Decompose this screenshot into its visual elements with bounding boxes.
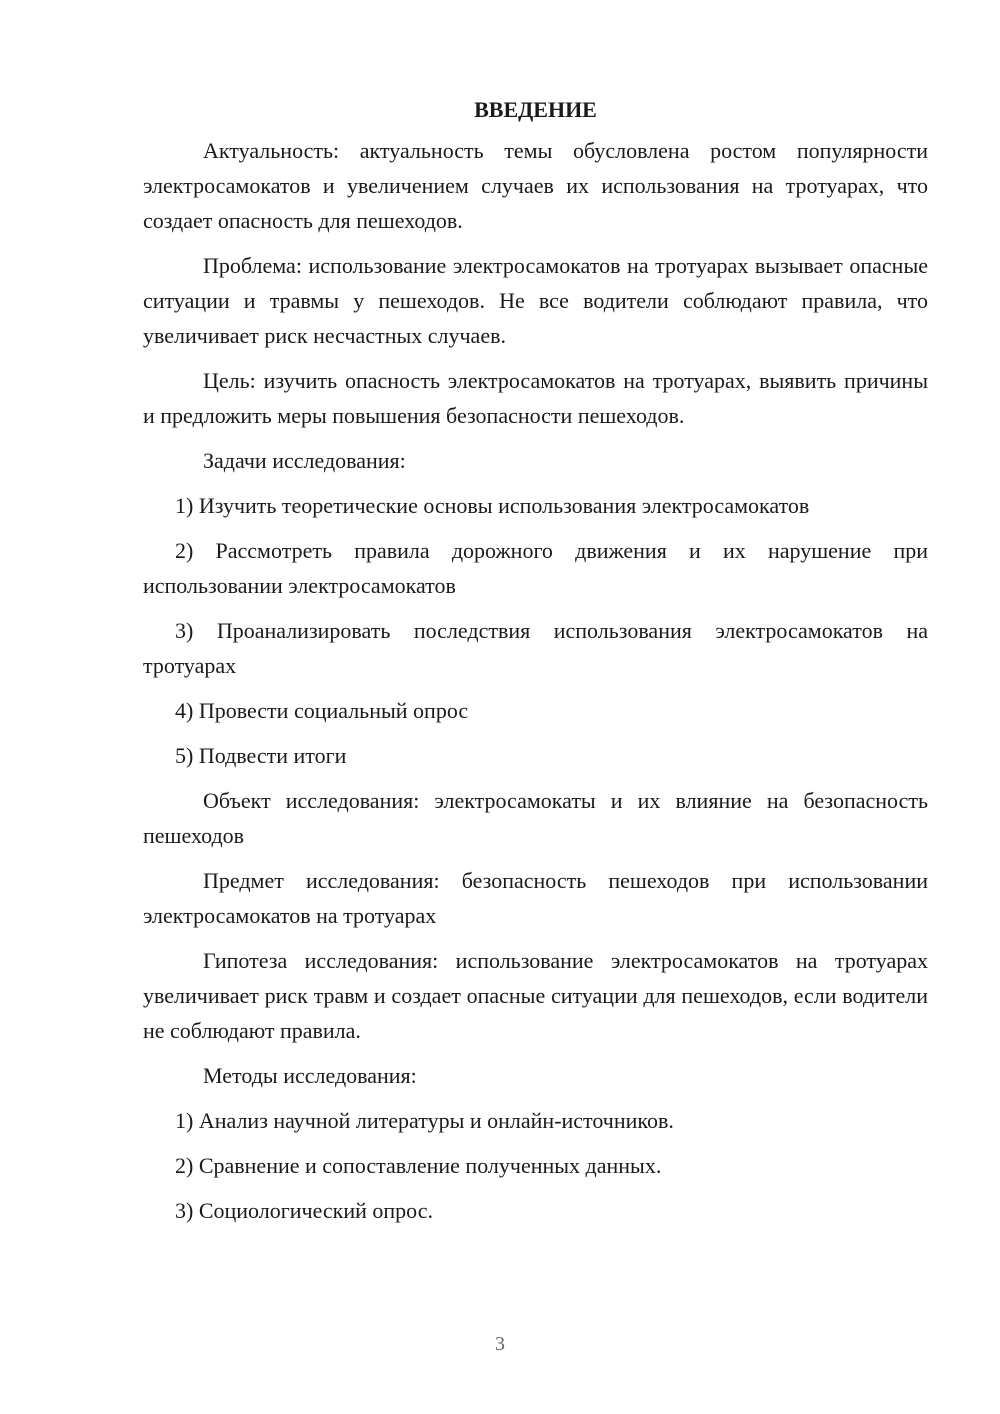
section-title: ВВЕДЕНИЕ xyxy=(474,97,597,122)
task-item-3: 3) Проанализировать последствия использования электросамокатов на тротуарах xyxy=(143,618,928,678)
hypothesis-paragraph: Гипотеза исследования: использование электросамокатов на тротуарах увеличивает риск травм и создает опасные ситуации для пешеходов, если водители не соблюдают правила. xyxy=(143,948,928,1043)
goal-paragraph: Цель: изучить опасность электросамокатов на тротуарах, выявить причины и предложить меры повышения безопасности пешеходов. xyxy=(143,368,928,428)
task-item-4: 4) Провести социальный опрос xyxy=(175,698,469,723)
document-page xyxy=(143,92,928,1238)
methods-heading: Методы исследования: xyxy=(203,1063,417,1088)
method-item-3: 3) Социологический опрос. xyxy=(175,1198,433,1223)
subject-paragraph: Предмет исследования: безопасность пешеходов при использовании электросамокатов на тротуарах xyxy=(143,868,928,928)
task-item-5: 5) Подвести итоги xyxy=(175,743,347,768)
object-paragraph: Объект исследования: электросамокаты и их влияние на безопасность пешеходов xyxy=(143,788,928,848)
tasks-heading: Задачи исследования: xyxy=(203,448,406,473)
task-item-1: 1) Изучить теоретические основы использования электросамокатов xyxy=(175,493,810,518)
relevance-paragraph: Актуальность: актуальность темы обусловлена ростом популярности электросамокатов и увеличением случаев их использования на тротуарах, что создает опасность для пешеходов. xyxy=(143,138,928,233)
task-item-2: 2) Рассмотреть правила дорожного движения и их нарушение при использовании электросамокатов xyxy=(143,538,928,598)
method-item-2: 2) Сравнение и сопоставление полученных данных. xyxy=(175,1153,662,1178)
page-number: 3 xyxy=(495,1333,505,1355)
method-item-1: 1) Анализ научной литературы и онлайн-источников. xyxy=(175,1108,674,1133)
problem-paragraph: Проблема: использование электросамокатов на тротуарах вызывает опасные ситуации и травмы у пешеходов. Не все водители соблюдают правила, что увеличивает риск несчастных случаев. xyxy=(143,253,928,348)
